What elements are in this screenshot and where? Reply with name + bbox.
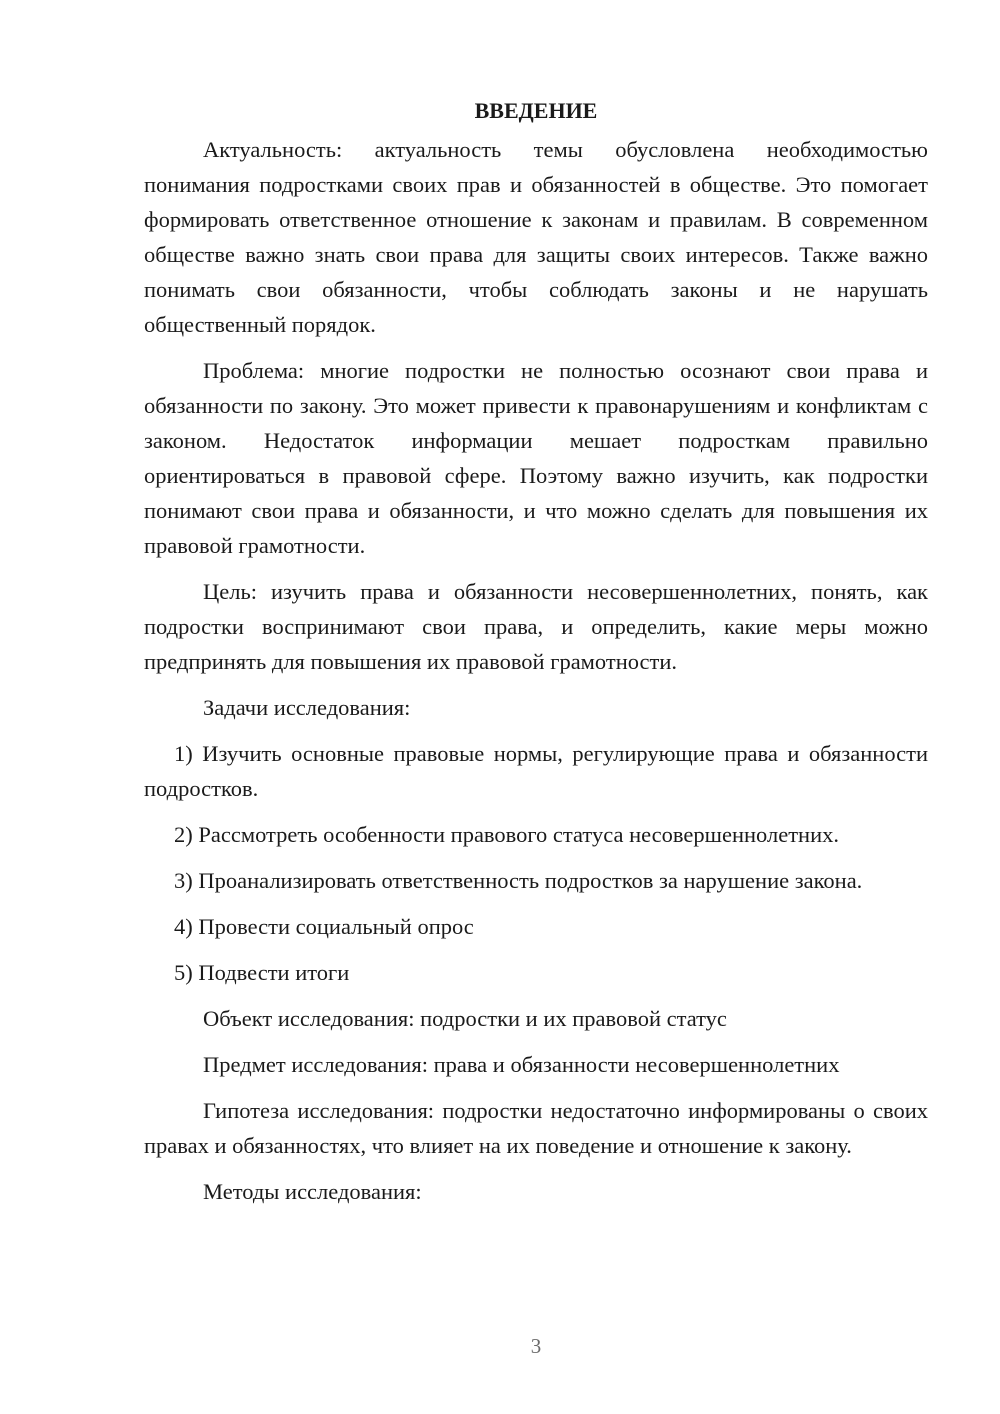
task-item-1: 1) Изучить основные правовые нормы, регулирующие права и обязанности подростков. xyxy=(144,741,928,801)
document-page xyxy=(144,96,928,1209)
task-item-4: 4) Провести социальный опрос xyxy=(174,914,474,939)
methods-heading: Методы исследования: xyxy=(203,1179,422,1204)
research-subject: Предмет исследования: права и обязанности несовершеннолетних xyxy=(203,1052,840,1077)
research-object: Объект исследования: подростки и их правовой статус xyxy=(203,1006,727,1031)
research-hypothesis: Гипотеза исследования: подростки недостаточно информированы о своих правах и обязанностях, что влияет на их поведение и отношение к закону. xyxy=(144,1098,928,1158)
section-title: ВВЕДЕНИЕ xyxy=(474,98,598,123)
task-item-2: 2) Рассмотреть особенности правового статуса несовершеннолетних. xyxy=(174,822,839,847)
goal-paragraph: Цель: изучить права и обязанности несовершеннолетних, понять, как подростки воспринимают свои права, и определить, какие меры можно предпринять для повышения их правовой грамотности. xyxy=(144,579,928,674)
page-number: 3 xyxy=(530,1334,542,1358)
problem-paragraph: Проблема: многие подростки не полностью осознают свои права и обязанности по закону. Это может привести к правонарушениям и конфликтам с законом. Недостаток информации мешает подросткам правильно ориентироваться в правовой сфере. Поэтому важно изучить, как подростки понимают свои права и обязанности, и что можно сделать для повышения их правовой грамотности. xyxy=(144,358,928,558)
tasks-heading: Задачи исследования: xyxy=(203,695,411,720)
task-item-3: 3) Проанализировать ответственность подростков за нарушение закона. xyxy=(174,868,863,893)
task-item-5: 5) Подвести итоги xyxy=(174,960,350,985)
relevance-paragraph: Актуальность: актуальность темы обусловлена необходимостью понимания подростками своих прав и обязанностей в обществе. Это помогает формировать ответственное отношение к законам и правилам. В современном обществе важно знать свои права для защиты своих интересов. Также важно понимать свои обязанности, чтобы соблюдать законы и не нарушать общественный порядок. xyxy=(144,137,928,337)
